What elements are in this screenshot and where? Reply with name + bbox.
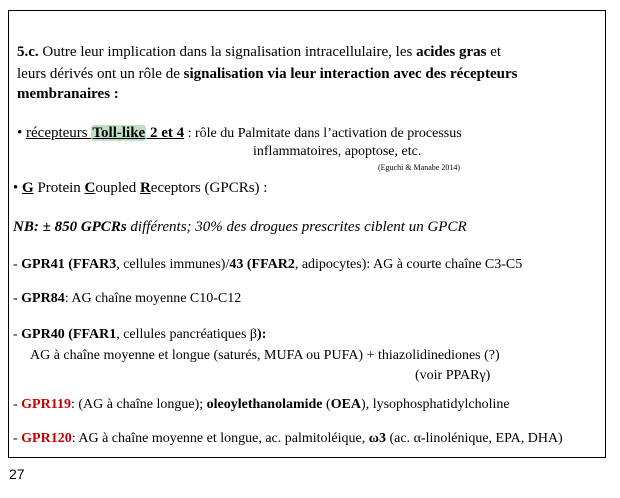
toll-like-reference: (Eguchi & Manabe 2014) (378, 163, 460, 172)
gpr40-line-2: AG à chaîne moyenne et longue (saturés, MUFA ou PUFA) + thiazolidinediones (?) (30, 348, 500, 363)
nb-note: NB: ± 850 GPCRs différents; 30% des drogues prescrites ciblent un GPCR (13, 219, 467, 235)
toll-like-bullet-line: • récepteurs Toll-like 2 et 4 : rôle du Palmitate dans l’activation de processus (17, 125, 462, 141)
gpr119-line: - GPR119: (AG à chaîne longue); oleoylethanolamide (OEA), lysophosphatidylcholine (13, 397, 510, 412)
gpr40-line-1: - GPR40 (FFAR1, cellules pancréatiques β): (13, 327, 267, 342)
gpcr-bullet-line: • G Protein Coupled Receptors (GPCRs) : (13, 180, 268, 196)
gpr41-line: - GPR41 (FFAR3, cellules immunes)/43 (FFAR2, adipocytes): AG à courte chaîne C3-C5 (13, 257, 523, 272)
section-intro-line-1: 5.c. Outre leur implication dans la signalisation intracellulaire, les acides gras et (17, 44, 502, 60)
section-intro-line-2: leurs dérivés ont un rôle de signalisation via leur interaction avec des récepteurs (17, 66, 518, 82)
gpr84-line: - GPR84: AG chaîne moyenne C10-C12 (13, 291, 242, 306)
gpr120-line: - GPR120: AG à chaîne moyenne et longue, ac. palmitoléique, ω3 (ac. α-linolénique, EPA, DHA) (13, 431, 563, 446)
section-intro-line-3: membranaires : (17, 86, 119, 102)
toll-like-highlight: Toll-like (92, 125, 146, 141)
page-number: 27 (9, 466, 25, 482)
gpr40-line-3: (voir PPARγ) (415, 368, 491, 383)
toll-like-desc-line-2: inflammatoires, apoptose, etc. (253, 144, 422, 159)
